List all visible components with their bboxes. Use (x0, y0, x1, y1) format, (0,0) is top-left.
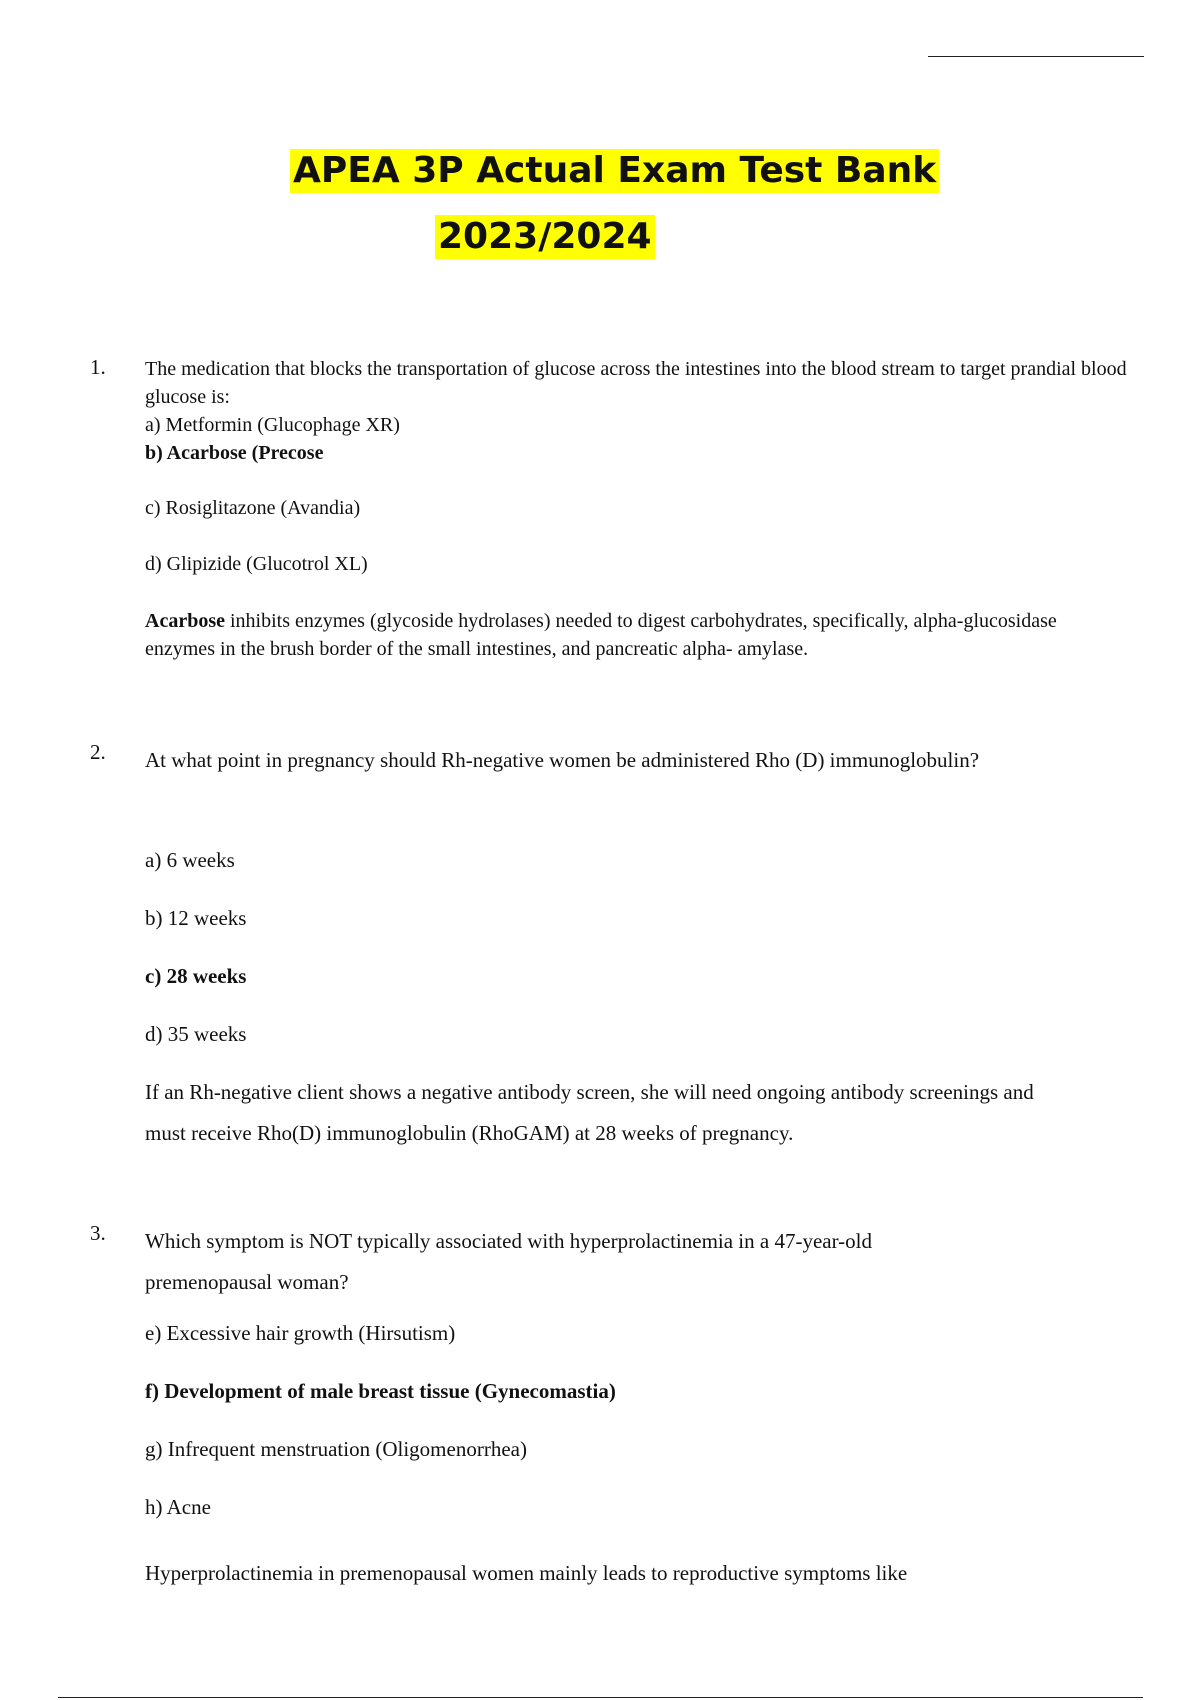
explanation (145, 607, 1105, 663)
question-text: The medication that blocks the transportation of glucose across the intestines into the blood stream to target prandial blood glucose is: (145, 358, 1127, 408)
explanation-text: inhibits enzymes (glycoside hydrolases) needed to digest carbohydrates, specifically, alpha-glucosidase enzymes in the brush border of the small intestines, and pancreatic alpha- amylase. (145, 610, 1057, 660)
question-text: At what point in pregnancy should Rh-negative women be administered Rho (D) immunoglobulin? (145, 748, 980, 772)
question-text: Which symptom is NOT typically associated with hyperprolactinemia in a 47-year-old premenopausal woman? (145, 1229, 873, 1294)
option-h: h) Acne (145, 1495, 211, 1519)
explanation: Hyperprolactinemia in premenopausal women mainly leads to reproductive symptoms like (145, 1561, 908, 1585)
document-year: 2023/2024 (435, 215, 655, 259)
option-b-correct: b) Acarbose (Precose (145, 442, 324, 464)
explanation-keyword: Acarbose (145, 610, 225, 632)
option-c: c) Rosiglitazone (Avandia) (145, 497, 361, 519)
option-b: b) 12 weeks (145, 906, 247, 930)
question-number: 3. (90, 1221, 106, 1245)
option-a: a) Metformin (Glucophage XR) (145, 414, 400, 436)
option-g: g) Infrequent menstruation (Oligomenorrhea) (145, 1437, 527, 1461)
option-c-correct: c) 28 weeks (145, 964, 247, 988)
footer-rule (58, 1697, 1143, 1698)
document-title: APEA 3P Actual Exam Test Bank (290, 149, 939, 193)
question-number: 2. (90, 740, 106, 764)
option-e: e) Excessive hair growth (Hirsutism) (145, 1321, 456, 1345)
option-a: a) 6 weeks (145, 848, 235, 872)
explanation: If an Rh-negative client shows a negative antibody screen, she will need ongoing antibody screenings and must receive Rho(D) immunoglobulin (RhoGAM) at 28 weeks of pregnancy. (145, 1080, 1034, 1145)
option-d: d) 35 weeks (145, 1022, 247, 1046)
option-d: d) Glipizide (Glucotrol XL) (145, 553, 368, 575)
header-rule (928, 56, 1144, 57)
question-number: 1. (90, 355, 106, 379)
option-f-correct: f) Development of male breast tissue (Gynecomastia) (145, 1379, 616, 1403)
